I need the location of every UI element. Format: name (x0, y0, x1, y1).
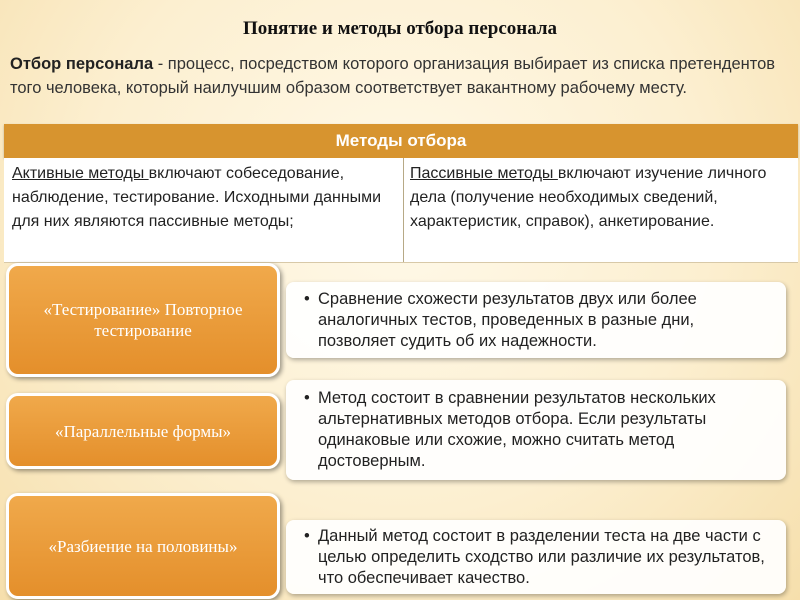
passive-methods-cell (404, 158, 798, 262)
table-header: Методы отбора (4, 124, 798, 158)
page-title: Понятие и методы отбора персонала (242, 18, 558, 39)
bullet-icon: • (304, 389, 310, 407)
methods-table (4, 158, 798, 263)
bullet-icon: • (304, 526, 310, 545)
method-box-parallel-forms (6, 393, 280, 469)
method-description-retest (286, 282, 786, 358)
bullet-icon: • (304, 289, 310, 308)
method-label: «Параллельные формы» (54, 421, 232, 441)
passive-methods-term: Пассивные методы (410, 165, 558, 182)
active-methods-term: Активные методы (12, 165, 149, 182)
method-description-text: Данный метод состоит в разделении теста на две части с целью определить сходство или различие их результатов, что обеспечивает качество. (318, 526, 765, 587)
method-description-split-half (286, 520, 786, 594)
active-methods-text: включают собеседование, наблюдение, тестирование. Исходными данными для них являются пассивные методы; (12, 165, 382, 230)
method-description-text: Сравнение схожести результатов двух или более аналогичных тестов, проведенных в разные дни, позволяет судить об их надежности. (318, 289, 697, 350)
active-methods-cell (4, 158, 404, 262)
method-label: «Тестирование» Повторное тестирование (43, 300, 243, 340)
passive-methods-text: включают изучение личного дела (получение необходимых сведений, характеристик, справок), анкетирование. (410, 165, 767, 230)
method-box-split-half (6, 493, 280, 599)
method-description-parallel-forms (286, 380, 786, 480)
definition-text: - процесс, посредством которого организация выбирает из списка претендентов того человека, который наилучшим образом соответствует вакантному рабочему месту. (10, 55, 776, 97)
method-label: «Разбиение на половины» (48, 536, 238, 556)
method-description-text: Метод состоит в сравнении результатов нескольких альтернативных методов отбора. Если результаты одинаковые или схожие, можно считать метод достоверным. (318, 389, 716, 470)
method-box-retest (6, 263, 280, 377)
definition-term: Отбор персонала (10, 55, 154, 73)
definition (10, 52, 780, 100)
